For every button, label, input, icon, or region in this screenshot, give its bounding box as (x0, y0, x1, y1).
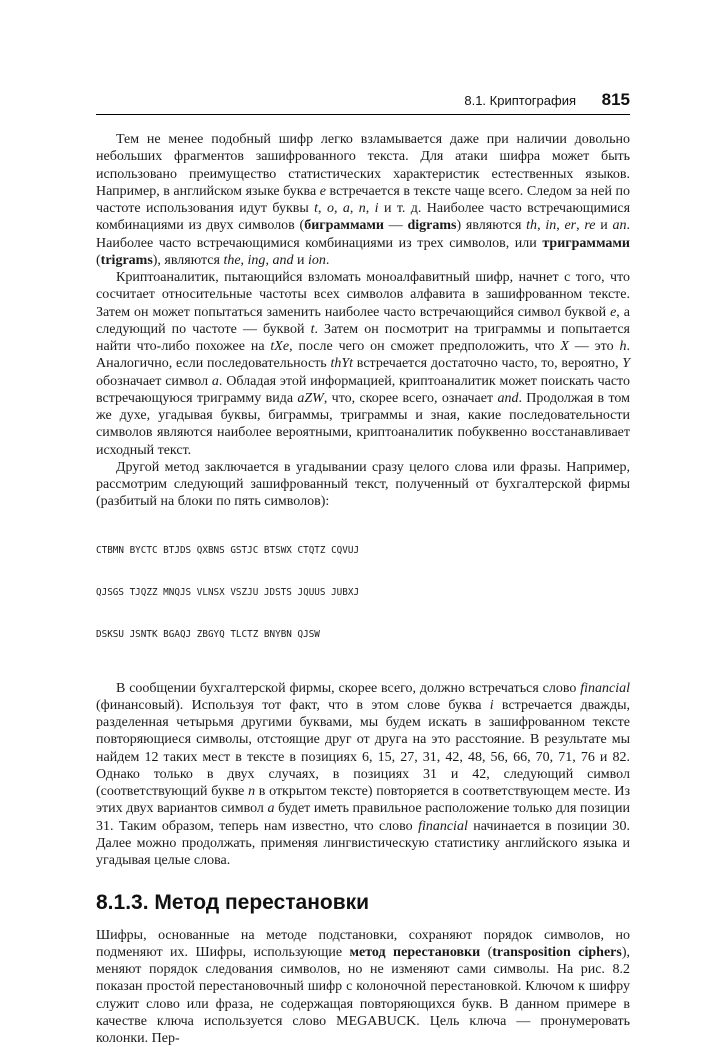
italic-term: i (375, 201, 379, 216)
text-run: , после чего он сможет предположить, что (289, 339, 560, 354)
text-run: , (556, 218, 564, 233)
text-run: начинается в позиции 30. Далее можно продолжать, применяя лингвистическую статистику английского языка и угадывая целые слова. (96, 819, 630, 869)
text-run: ), меняют порядок следования символов, но не изменяют сами символы. На рис. 8.2 показан простой перестановочный шифр с колоночной перестановкой. Ключом к шифру служит слово или фраза, не содержащая повторяющихся букв. В данном примере в качестве ключа используется слово MEGABUCK. Цель ключа — пронумеровать колонки. Пер- (96, 945, 630, 1046)
text-run: и (293, 253, 308, 268)
italic-term: n (248, 784, 255, 799)
italic-term: o (327, 201, 334, 216)
italic-term: ing (248, 253, 266, 268)
bold-term: метод перестановки (349, 945, 480, 960)
italic-term: re (584, 218, 595, 233)
italic-term: the (223, 253, 240, 268)
text-run: ( (480, 945, 492, 960)
text-run: , (366, 201, 375, 216)
text-run: . Обладая этой информацией, криптоаналитик может поискать часто встречающуюся триграмму вида (96, 374, 630, 406)
text-run: . Затем он посмотрит на триграммы и попытается найти что-либо похожее на (96, 322, 630, 354)
italic-term: and (497, 391, 518, 406)
italic-term: a (212, 374, 219, 389)
text-run: и (596, 218, 613, 233)
ciphertext-line: QJSGS TJQZZ MNQJS VLNSX VSZJU JDSTS JQUUS JUBXJ (96, 586, 630, 600)
italic-term: and (272, 253, 293, 268)
italic-term: an (613, 218, 627, 233)
text-run: . (326, 253, 330, 268)
text-run: , (318, 201, 327, 216)
italic-term: financial (580, 681, 630, 696)
paragraph-cryptanalyst-method (96, 269, 630, 459)
italic-term: e (610, 305, 616, 320)
text-run: , (334, 201, 343, 216)
paragraph-financial-example (96, 680, 630, 870)
italic-term: aZW (297, 391, 323, 406)
text-run: и т. д. Наиболее часто встречающимися комбинациями из двух символов ( (96, 201, 630, 233)
text-run: Другой метод заключается в угадывании сразу целого слова или фразы. Например, рассмотрим следующий зашифрованный текст, полученный от бухгалтерской фирмы (разбитый на блоки по пять символов): (96, 460, 630, 510)
text-run: будет иметь правильное расположение только для позиции 31. Таким образом, теперь нам известно, что слово (96, 801, 630, 833)
italic-term: a (343, 201, 350, 216)
text-run: ), являются (153, 253, 224, 268)
italic-term: thYt (330, 356, 353, 371)
text-run: ) являются (457, 218, 527, 233)
italic-term: h (619, 339, 626, 354)
text-run: , (576, 218, 584, 233)
text-run: , (241, 253, 248, 268)
italic-term: X (560, 339, 569, 354)
text-run: — это (569, 339, 620, 354)
ciphertext-line: CTBMN BYCTC BTJDS QXBNS GSTJC BTSWX CTQTZ CQVUJ (96, 544, 630, 558)
text-run: Шифры, основанные на методе подстановки, сохраняют порядок символов, но подменяют их. Шифры, использующие (96, 928, 630, 960)
running-head (96, 90, 630, 115)
text-run: Криптоаналитик, пытающийся взломать моноалфавитный шифр, начнет с того, что сосчитает относительные частоты всех символов алфавита в зашифрованном тексте. Затем он может попытаться заменить наиболее часто встречающийся символ буквой (96, 270, 630, 320)
text-run: встречается в тексте чаще всего. Следом за ней по частоте использования идут буквы (96, 184, 630, 216)
text-run: В сообщении бухгалтерской фирмы, скорее всего, должно встречаться слово (116, 681, 580, 696)
italic-term: e (320, 184, 326, 199)
italic-term: n (359, 201, 366, 216)
italic-term: ion (308, 253, 326, 268)
section-heading: 8.1.3. Метод перестановки (96, 894, 630, 911)
ciphertext-block (96, 516, 630, 670)
text-run: — (384, 218, 408, 233)
text-run: , а следующий по частоте — буквой (96, 305, 630, 337)
italic-term: in (545, 218, 556, 233)
bold-term: триграммами (542, 236, 630, 251)
text-run: , (537, 218, 545, 233)
italic-term: financial (418, 819, 468, 834)
italic-term: Y (622, 356, 630, 371)
text-run: в открытом тексте) повторяется в соответствующем месте. Из этих двух вариантов символ (96, 784, 630, 816)
bold-term: биграммами (304, 218, 384, 233)
text-run: встречается достаточно часто, то, вероятно, (353, 356, 622, 371)
text-run: , (350, 201, 359, 216)
text-run: ( (96, 253, 101, 268)
text-run: Тем не менее подобный шифр легко взламывается даже при наличии довольно небольших фрагментов зашифрованного текста. Для атаки шифра может быть использовано преимущество статистических характеристик естественных языков. Например, в английском языке буква (96, 132, 630, 199)
italic-term: t (314, 201, 318, 216)
page-number: 815 (602, 90, 630, 110)
text-run: . Аналогично, если последовательность (96, 339, 630, 371)
running-head-section: 8.1. Криптография (464, 93, 576, 108)
text-run: . Наиболее часто встречающимися комбинациями из трех символов, или (96, 218, 630, 250)
text-run: (финансовый). Используя тот факт, что в этом слове буква (96, 698, 490, 713)
paragraph-frequency-analysis (96, 131, 630, 269)
bold-term: digrams (408, 218, 457, 233)
text-run: . Продолжая в том же духе, угадывая буквы, биграммы, триграммы и зная, какие последовательности символов являются наиболее вероятными, криптоаналитик побуквенно восстанавливает исходный текст. (96, 391, 630, 458)
italic-term: er (564, 218, 576, 233)
ciphertext-line: DSKSU JSNTK BGAQJ ZBGYQ TLCTZ BNYBN QJSW (96, 628, 630, 642)
bold-term: trigrams (101, 253, 153, 268)
body-text (96, 131, 630, 1047)
text-run: , (265, 253, 272, 268)
italic-term: t (311, 322, 315, 337)
italic-term: tXe (270, 339, 289, 354)
italic-term: th (526, 218, 537, 233)
paragraph-word-guessing (96, 459, 630, 511)
paragraph-transposition-intro (96, 927, 630, 1047)
italic-term: a (268, 801, 275, 816)
text-run: встречается дважды, разделенная четырьмя другими буквами, мы будем искать в зашифрованном тексте повторяющиеся символы, отстоящие друг от друга на это расстояние. В результате мы найдем 12 таких мест в тексте в позициях 6, 15, 27, 31, 42, 48, 56, 66, 70, 71, 76 и 82. Однако только в двух случаях, в позициях 31 и 42, следующий символ (соответствующий букве (96, 698, 630, 799)
italic-term: i (490, 698, 494, 713)
text-run: обозначает символ (96, 374, 212, 389)
bold-term: transposition ciphers (492, 945, 622, 960)
text-run: , что, скорее всего, означает (324, 391, 498, 406)
